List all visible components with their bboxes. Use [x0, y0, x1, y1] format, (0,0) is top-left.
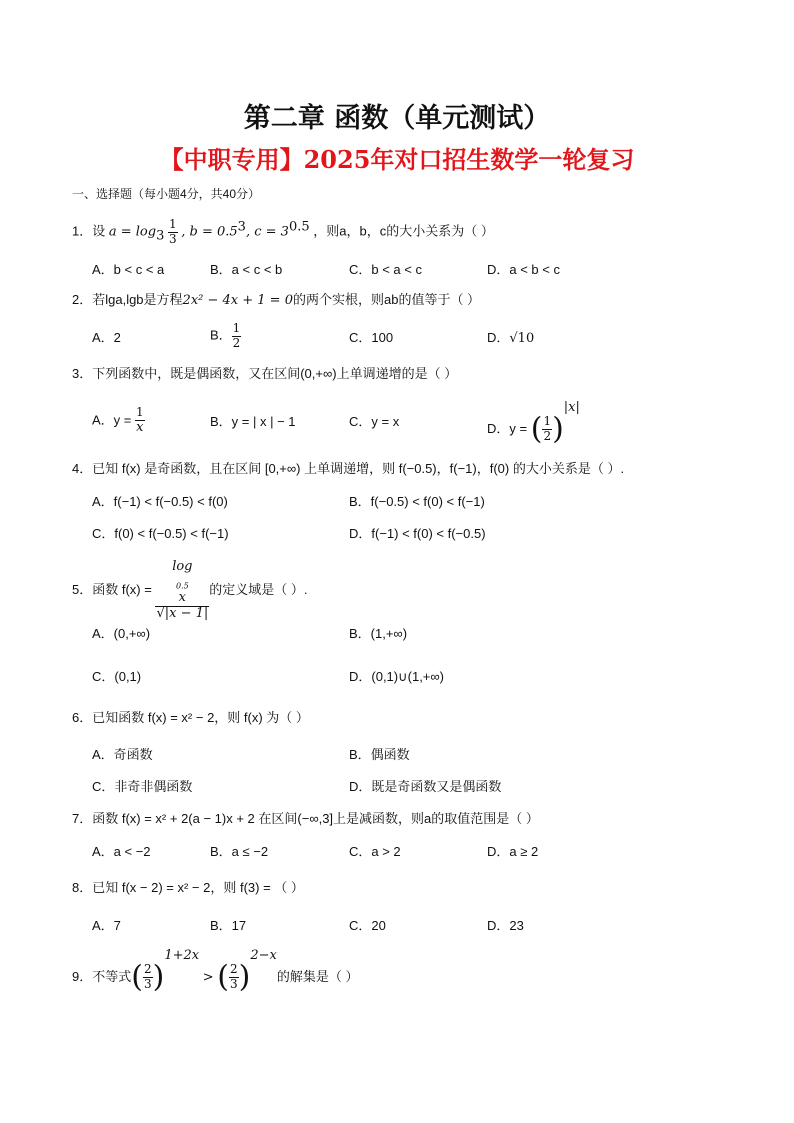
q7-option-c: C．a > 2: [349, 844, 401, 859]
q1-b-expr: , b = 0.5: [181, 224, 238, 240]
q2-equation: 2x² − 4x + 1 = 0: [182, 293, 293, 308]
q9-frac2-num: 2: [229, 962, 238, 977]
q6-option-b: B．偶函数: [349, 747, 410, 762]
q3-option-a-label: A．y =: [92, 412, 135, 428]
section-heading: 一、选择题（每小题4分，共40分）: [72, 187, 261, 201]
q3-option-b: B．y = | x | − 1: [210, 414, 296, 429]
q6-option-a: A．奇函数: [92, 747, 153, 762]
q1-a-base: 3: [156, 228, 165, 244]
question-1: [72, 218, 494, 247]
question-4: 4．已知 f(x) 是奇函数，且在区间 [0,+∞) 上单调递增，则 f(−0.5)，f(−1)，f(0) 的大小关系是（ ）.: [72, 461, 625, 476]
q5-option-c: C．(0,1): [92, 669, 142, 684]
question-2: [72, 292, 480, 309]
q8-option-d: D．23: [487, 918, 524, 933]
q5-num-log: log: [172, 559, 193, 574]
q5-post: 的定义域是（ ）.: [209, 582, 308, 598]
q3-option-c: C．y = x: [349, 414, 400, 429]
q9-exp-2: 2−x: [250, 948, 277, 963]
q6-option-d: D．既是奇函数又是偶函数: [349, 779, 502, 794]
q3-option-d-label: D．y =: [487, 421, 531, 436]
q5-option-a: A．(0,+∞): [92, 626, 151, 641]
q1-text: ，则a，b，c的大小关系为（ ）: [313, 223, 494, 239]
question-7: 7．函数 f(x) = x² + 2(a − 1)x + 2 在区间(−∞,3]上是减函数，则a的取值范围是（ ）: [72, 811, 539, 826]
q6-option-c: C．非奇非偶函数: [92, 779, 193, 794]
q2-option-d: [487, 330, 534, 347]
q3-d-num: 1: [543, 414, 552, 429]
q1-number: 1．设: [72, 223, 106, 239]
q1-option-b: B．a < c < b: [210, 262, 283, 277]
q3-d-den: 2: [543, 429, 552, 444]
q2-b-num: 1: [232, 321, 241, 335]
q1-c-expr: , c = 3: [245, 224, 289, 240]
q9-exp-1: 1+2x: [164, 948, 200, 963]
q1-frac-num: 1: [168, 217, 177, 231]
q7-option-a: A．a < −2: [92, 844, 151, 859]
q7-option-b: B．a ≤ −2: [210, 844, 269, 859]
question-8: 8．已知 f(x − 2) = x² − 2，则 f(3) = （ ）: [72, 880, 304, 895]
q2-option-a: A．2: [92, 330, 121, 345]
q2-b-den: 2: [232, 335, 241, 350]
q5-fraction: [155, 560, 209, 622]
q9-pre: 9．不等式: [72, 969, 132, 984]
q2-option-d-label: D．: [487, 330, 510, 345]
q9-gt: >: [202, 970, 214, 985]
q9-rparen-2: ): [238, 959, 251, 995]
question-5: [72, 560, 307, 622]
q9-post: 的解集是（ ）: [276, 969, 359, 984]
q5-option-b: B．(1,+∞): [349, 626, 408, 641]
question-9: [72, 948, 358, 996]
q3-option-a: [92, 406, 145, 436]
q9-frac2-den: 3: [229, 977, 238, 992]
q3-option-d-fraction: [542, 415, 552, 444]
q7-option-d: D．a ≥ 2: [487, 844, 539, 859]
q3-option-d: [487, 400, 580, 448]
q1-option-d: D．a < b < c: [487, 262, 560, 277]
q2-option-b-fraction: [232, 322, 242, 351]
q9-rparen-1: ): [152, 959, 165, 995]
q1-frac-den: 3: [168, 231, 177, 246]
q9-lparen-2: (: [217, 959, 229, 995]
q5-num-base: 0.5: [175, 581, 189, 591]
q1-a-expr: a = log: [108, 224, 157, 240]
page-title: 第二章 函数（单元测试）: [243, 103, 551, 134]
q4-option-c: C．f(0) < f(−0.5) < f(−1): [92, 526, 229, 541]
question-3: 3．下列函数中，既是偶函数，又在区间(0,+∞)上单调递增的是（ ）: [72, 366, 458, 381]
q2-text-post: 的两个实根，则ab的值等于（ ）: [292, 292, 481, 307]
q9-fraction-2: [229, 963, 239, 992]
q5-num-var: x: [178, 589, 187, 605]
q1-c-exp: 0.5: [288, 219, 310, 235]
q1-option-c: C．b < a < c: [349, 262, 422, 277]
q5-denominator: √|x − 1|: [156, 605, 209, 621]
q3-a-num: 1: [136, 405, 144, 419]
q9-fraction-1: [143, 963, 153, 992]
q2-option-b-label: B．: [210, 327, 232, 343]
q3-d-rparen: ): [552, 411, 564, 447]
q3-d-exp: |x|: [563, 400, 580, 415]
q2-option-c: C．100: [349, 330, 394, 345]
page-subtitle: 【中职专用】2025年对口招生数学一轮复习: [159, 145, 635, 174]
q3-a-den: x: [136, 419, 144, 435]
q4-option-b: B．f(−0.5) < f(0) < f(−1): [349, 494, 485, 509]
q5-pre: 5．函数 f(x) =: [72, 582, 156, 598]
q4-option-d: D．f(−1) < f(0) < f(−0.5): [349, 526, 486, 541]
q1-option-a: A．b < c < a: [92, 262, 165, 277]
q5-option-d: D．(0,1)∪(1,+∞): [349, 669, 444, 684]
q8-option-c: C．20: [349, 918, 386, 933]
q1-fraction: [168, 218, 178, 247]
q4-option-a: A．f(−1) < f(−0.5) < f(0): [92, 494, 228, 509]
q5-numerator: [155, 560, 209, 607]
q2-option-d-value: √10: [509, 331, 535, 346]
q9-frac1-num: 2: [143, 962, 152, 977]
q3-option-a-fraction: [135, 406, 145, 436]
q8-option-a: A．7: [92, 918, 121, 933]
q2-option-b: [210, 322, 241, 351]
q3-d-lparen: (: [530, 411, 543, 447]
q2-text-pre: 2．若lga,lgb是方程: [72, 292, 183, 307]
question-6: 6．已知函数 f(x) = x² − 2，则 f(x) 为（ ）: [72, 710, 309, 725]
q8-option-b: B．17: [210, 918, 247, 933]
q9-lparen-1: (: [131, 959, 143, 995]
q9-frac1-den: 3: [143, 977, 152, 992]
q1-b-exp: 3: [237, 219, 246, 235]
